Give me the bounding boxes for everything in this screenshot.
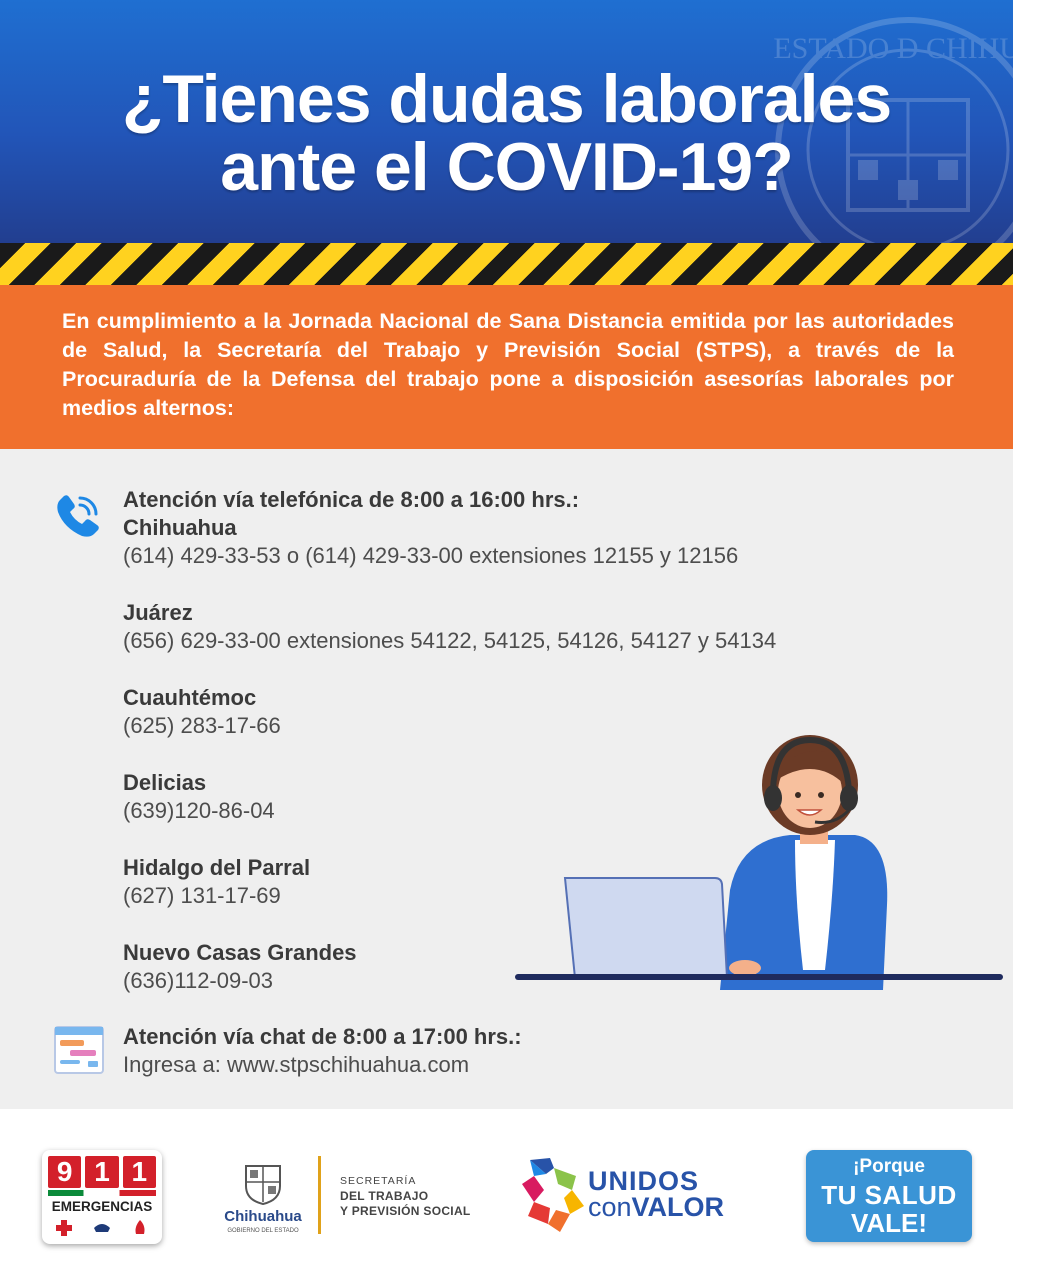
location-city: Nuevo Casas Grandes	[123, 940, 357, 965]
divider	[318, 1156, 321, 1234]
location-number: (636)112-09-03	[123, 968, 274, 993]
red-cross-icon	[54, 1218, 74, 1238]
digit: 1	[123, 1156, 156, 1188]
chat-heading: Atención vía chat de 8:00 a 17:00 hrs.:	[123, 1024, 522, 1049]
stps-logo	[340, 1174, 471, 1219]
svg-text:ESTADO D CHIHUA: ESTADO D CHIHUA	[773, 32, 1043, 65]
emergencias-label: EMERGENCIAS	[51, 1199, 153, 1214]
flag-stripe	[48, 1190, 156, 1196]
call-center-agent-illustration	[515, 740, 1005, 990]
hazard-stripe-divider	[0, 243, 1013, 285]
unidos-text: UNIDOS	[588, 1166, 700, 1196]
phone-heading: Atención vía telefónica de 8:00 a 16:00 hrs.:	[123, 487, 580, 512]
salud-line1: ¡Porque	[853, 1156, 925, 1177]
police-cap-icon	[92, 1218, 112, 1238]
intro-banner	[0, 285, 1013, 449]
location-city: Cuauhtémoc	[123, 685, 257, 710]
chihuahua-logo-text: Chihuahua	[224, 1208, 302, 1225]
location-city: Chihuahua	[123, 515, 237, 540]
emergencias-911-logo	[42, 1150, 162, 1244]
location-number: (614) 429-33-53 o (614) 429-33-00 extensiones 12155 y 12156	[123, 543, 739, 568]
phone-icon	[52, 490, 104, 542]
salud-line3: VALE!	[850, 1208, 928, 1238]
header-banner	[0, 0, 1043, 245]
location-city: Delicias	[123, 770, 207, 795]
page-title-line2: ante el COVID-19?	[220, 129, 793, 205]
chihuahua-seal-icon	[240, 1160, 286, 1206]
chat-window-icon	[54, 1026, 104, 1074]
location-number: (639)120-86-04	[123, 798, 275, 823]
location-number: (627) 131-17-69	[123, 883, 281, 908]
salud-line2: TU SALUD	[821, 1180, 957, 1210]
chat-website-text: Ingresa a: www.stpschihuahua.com	[123, 1052, 470, 1077]
stps-line2: DEL TRABAJO	[340, 1189, 429, 1203]
fire-icon	[130, 1218, 150, 1238]
gobierno-estado-text: GOBIERNO DEL ESTADO	[227, 1228, 299, 1234]
stps-line3: Y PREVISIÓN SOCIAL	[340, 1204, 471, 1218]
location-city: Juárez	[123, 600, 193, 625]
unidos-con-valor-icon	[520, 1154, 586, 1234]
location-city: Hidalgo del Parral	[123, 855, 311, 880]
con-valor-text: conVALOR	[588, 1192, 725, 1222]
tu-salud-vale-badge	[806, 1150, 972, 1242]
stps-line1: SECRETARÍA	[340, 1175, 417, 1187]
location-number: (656) 629-33-00 extensiones 54122, 54125, 54126, 54127 y 54134	[123, 628, 777, 653]
location-number: (625) 283-17-66	[123, 713, 281, 738]
page-title-line1: ¿Tienes dudas laborales	[121, 61, 892, 137]
digit: 9	[48, 1156, 81, 1188]
intro-text: En cumplimiento a la Jornada Nacional de Sana Distancia emitida por las autoridades de Salud, la Secretaría del Trabajo y Previsión Social (STPS), a través de la Procuraduría de la Defensa del trabajo pone a disposición asesorías laborales por medios alternos:	[62, 309, 954, 420]
digit: 1	[85, 1156, 118, 1188]
